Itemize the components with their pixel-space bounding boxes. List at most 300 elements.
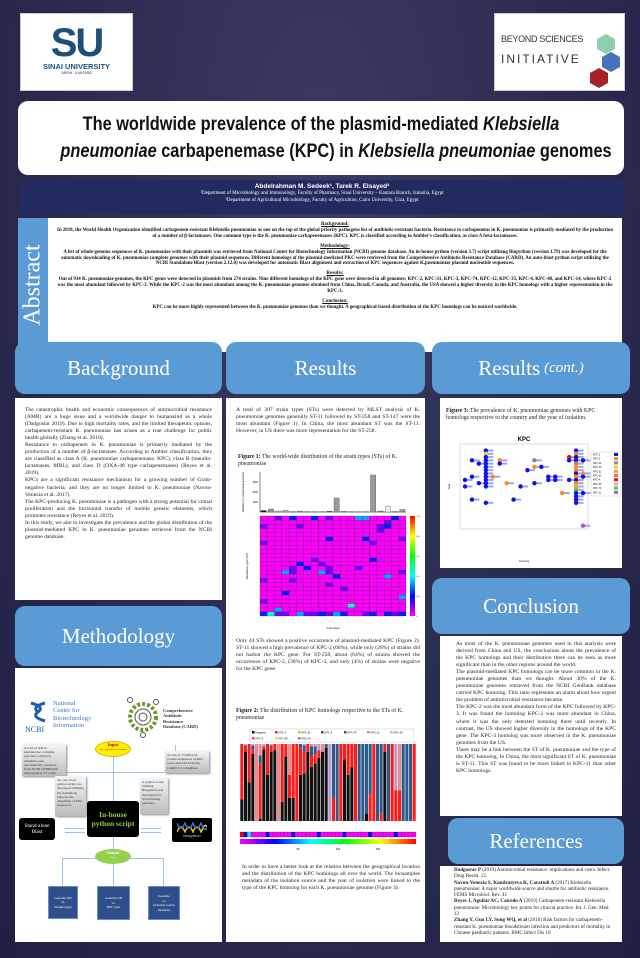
heatmap-cell: [311, 541, 318, 545]
heatmap-cell: [355, 566, 362, 570]
heatmap-cell: [333, 524, 340, 528]
stacked-bar-segment: [365, 813, 368, 821]
heatmap-cell: [326, 599, 333, 603]
heatmap-cell: [318, 537, 325, 541]
heatmap-cell: [267, 541, 274, 545]
heatmap-cell: [318, 570, 325, 574]
point-label-bar: [473, 459, 479, 461]
reference-text: (2019) Carbapenem-resistant Klebsiella pneumoniae: Microbiology key points for clinical practice. Int. J. Gen. Med. 12: [454, 898, 610, 918]
heatmap-cell: [355, 608, 362, 612]
heatmap-cell: [384, 608, 391, 612]
point-label-bar: [585, 459, 591, 461]
scale-cell: [269, 832, 273, 837]
heatmap-cell: [311, 570, 318, 574]
stacked-bar-segment: [314, 754, 317, 763]
stacked-bar-segment: [248, 783, 251, 822]
title-text: The worldwide prevalence of the plasmid-mediated: [82, 114, 484, 135]
stacked-bar-segment: [343, 744, 346, 759]
legend-swatch: [298, 731, 301, 734]
heatmap-cell: [384, 595, 391, 599]
heatmap-cell: [370, 574, 377, 578]
scatter-point: [491, 474, 495, 478]
results-cont-heading: Results: [478, 355, 541, 380]
scale-cell: [332, 832, 336, 837]
stacked-bar-segment: [350, 767, 353, 821]
heatmap-cell: [326, 533, 333, 537]
heatmap-cell: [275, 570, 282, 574]
stacked-bar-segment: [310, 767, 313, 821]
heatmap-cell: [260, 520, 267, 524]
colorbar-tick: 0: [416, 616, 418, 618]
output-kpc-type: [97, 886, 130, 920]
heatmap-cell: [348, 524, 355, 528]
stacked-bar-segment: [306, 752, 309, 821]
heatmap-cell: [362, 599, 369, 603]
heatmap-cell: [340, 599, 347, 603]
heatmap-cell: [370, 599, 377, 603]
legend-swatch: [344, 731, 347, 734]
scale-cell: [258, 832, 262, 837]
note-auto-blast: An auto-blast python script was developed utilizing the standalone blast for the alignment of KPC sequences: [55, 776, 86, 816]
heatmap-cell: [340, 524, 347, 528]
stacked-bar-segment: [251, 746, 254, 751]
stacked-bar-segment: [295, 744, 298, 821]
stacked-bar-segment: [387, 744, 390, 821]
heatmap-cell: [362, 533, 369, 537]
scatter-point: [581, 458, 585, 462]
stacked-bar-segment: [273, 750, 276, 821]
heatmap-cell: [355, 574, 362, 578]
heatmap-cell: [282, 583, 289, 587]
conclusion-paragraph: The KPC-2 was the most abundant form of the KPC followed by KPC-3. It was found the homolog KPC-2 was more abundant in China, where it was the only detected homolog there until recently. In contrast, the US showed higher diversity in the homologs of the KPC gene. The KPC-3 homolog was more observed in the K. pneumoniae genomes from the US.: [456, 704, 616, 746]
x-axis-label: Country: [518, 559, 530, 563]
stacked-bar-segment: [405, 744, 408, 821]
stacked-bar-segment: [303, 744, 306, 746]
legend-swatch: [614, 491, 618, 494]
background-paragraph: The KPC-producing K. pneumoniae is a pathogen with a strong potential for clonal proliferation and the horizontal transfer of mobile genetic elements, which promotes resistance (Reyes et al. 2019).: [25, 498, 212, 519]
point-label-bar: [578, 486, 584, 488]
heatmap-cell: [377, 562, 384, 566]
heatmap-cell: [267, 549, 274, 553]
stacked-bar-segment: [350, 744, 353, 767]
heatmap-cell: [260, 545, 267, 549]
heatmap-cell: [282, 533, 289, 537]
point-label-bar: [487, 463, 493, 465]
heatmap-cell: [348, 549, 355, 553]
stacked-bar-segment: [314, 746, 317, 754]
figure-2-caption: [236, 708, 422, 722]
heatmap-cell: [399, 554, 406, 558]
heatmap-cell: [377, 516, 384, 520]
heatmap-cell: [333, 612, 340, 616]
heatmap-cell: [362, 520, 369, 524]
heatmap-cell: [289, 570, 296, 574]
heatmap-cell: [399, 558, 406, 562]
heatmap-cell: [289, 608, 296, 612]
heatmap-cell: [282, 599, 289, 603]
heatmap-cell: [391, 529, 398, 533]
stacked-bar-segment: [303, 773, 306, 821]
stacked-bar-segment: [339, 744, 342, 821]
heatmap-cell: [289, 612, 296, 616]
heatmap-cell: [267, 562, 274, 566]
stacked-bar-segment: [314, 744, 317, 746]
legend-swatch: [614, 470, 618, 473]
heatmap-cell: [304, 566, 311, 570]
point-label-bar: [467, 479, 473, 481]
stacked-bar-segment: [303, 752, 306, 774]
heatmap-cell: [340, 566, 347, 570]
scale-cell: [412, 832, 416, 837]
stacked-bar-segment: [328, 744, 331, 821]
sinai-university-logo: [20, 13, 133, 91]
stacked-bar-segment: [317, 750, 320, 758]
heatmap-cell: [333, 516, 340, 520]
stacked-bar-segment: [288, 798, 291, 821]
heatmap-cell: [304, 558, 311, 562]
heatmap-cell: [348, 516, 355, 520]
heatmap-cell: [318, 608, 325, 612]
heatmap-cell: [260, 583, 267, 587]
heatmap-cell: [399, 516, 406, 520]
stacked-bar-segment: [365, 744, 368, 813]
stacked-bar-segment: [251, 744, 254, 746]
heatmap-cell: [282, 541, 289, 545]
scale-cell: [339, 832, 343, 837]
heatmap-cell: [384, 562, 391, 566]
figure-3-caption: [446, 408, 618, 422]
heatmap-cell: [377, 566, 384, 570]
heatmap-cell: [275, 516, 282, 520]
heatmap-cell: [282, 608, 289, 612]
scatter-point: [470, 474, 474, 478]
scatter-point: [574, 501, 578, 505]
stacked-bar-segment: [310, 756, 313, 768]
card-logo-icon: [125, 696, 161, 738]
heatmap-cell: [282, 604, 289, 608]
figure-1-chart: [230, 470, 422, 632]
point-label-bar: [515, 499, 521, 501]
heatmap-cell: [311, 562, 318, 566]
heatmap-cell: [318, 591, 325, 595]
bar: [283, 510, 288, 512]
stacked-bar-segment: [262, 746, 265, 749]
reference-item: [454, 917, 616, 936]
heatmap-cell: [362, 583, 369, 587]
heatmap-cell: [304, 549, 311, 553]
heatmap-cell: [355, 516, 362, 520]
point-label-bar: [487, 450, 493, 452]
legend-label: KPC-74: [347, 731, 357, 735]
heatmap-cell: [377, 574, 384, 578]
heatmap-cell: [297, 533, 304, 537]
heatmap-cell: [260, 562, 267, 566]
legend-label: KPC-2: [593, 453, 601, 457]
stacked-bar-segment: [321, 744, 324, 752]
stacked-bar-segment: [394, 744, 397, 790]
stacked-bar-segment: [310, 744, 313, 746]
output-strain-types: [48, 886, 78, 919]
scale-cell: [405, 832, 409, 837]
heatmap-cell: [260, 595, 267, 599]
colorbar-tick: 0.2: [416, 596, 420, 598]
stacked-bar-segment: [310, 746, 313, 755]
heatmap-cell: [311, 608, 318, 612]
heatmap-cell: [384, 604, 391, 608]
heatmap-cell: [297, 558, 304, 562]
legend-swatch: [614, 482, 618, 485]
legend-swatch: [298, 737, 301, 740]
heatmap-cell: [311, 579, 318, 583]
heatmap-cell: [304, 608, 311, 612]
heatmap-cell: [399, 533, 406, 537]
heatmap-cell: [348, 562, 355, 566]
legend-swatch: [614, 478, 618, 481]
heatmap-cell: [289, 591, 296, 595]
heatmap-cell: [355, 579, 362, 583]
scale-cell: [240, 832, 244, 837]
abstract-heading: Abstract: [19, 244, 46, 326]
heatmap-cell: [260, 587, 267, 591]
heatmap-cell: [348, 608, 355, 612]
legend-swatch: [614, 457, 618, 460]
heatmap-cell: [304, 595, 311, 599]
point-label-bar: [543, 466, 549, 468]
heatmap-cell: [260, 554, 267, 558]
heatmap-cell: [304, 587, 311, 591]
note-card-sequences: A total of 73 different protein sequences of KPC were retrieved from the CARD 3.1.4 database: [165, 751, 209, 773]
stacked-bar-segment: [251, 750, 254, 754]
heatmap-cell: [333, 554, 340, 558]
heatmap-cell: [297, 541, 304, 545]
title-text: genomes: [535, 141, 612, 162]
heatmap-cell: [377, 541, 384, 545]
heatmap-cell: [355, 537, 362, 541]
stacked-bar-segment: [240, 799, 243, 821]
conclusion-paragraph: The plasmid-mediated KPC homologs can be more common in the K. pneumoniae genomes than we thought. About 30% of the K. pneumoniae genomes retrieved from the NCBI GenBank database carried KPC homolog. This ratio represents an alarm about how urgent the problem of antimicrobial resistance became.: [456, 669, 616, 704]
heatmap-cell: [318, 545, 325, 549]
heatmap-cell: [370, 579, 377, 583]
heatmap-cell: [304, 554, 311, 558]
heatmap-cell: [391, 524, 398, 528]
scale-cell: [409, 832, 413, 837]
point-label-bar: [578, 466, 584, 468]
heatmap-cell: [384, 545, 391, 549]
heatmap-cell: [391, 579, 398, 583]
heatmap-cell: [384, 524, 391, 528]
heatmap-cell: [333, 579, 340, 583]
heatmap-cell: [289, 541, 296, 545]
heatmap-cell: [326, 608, 333, 612]
heatmap-cell: [348, 529, 355, 533]
heatmap-cell: [311, 599, 318, 603]
inhouse-python-box: [87, 801, 139, 837]
heatmap-cell: [282, 574, 289, 578]
scatter-point: [581, 524, 585, 528]
stacked-bar-segment: [262, 744, 265, 746]
heatmap-cell: [391, 558, 398, 562]
heatmap-cell: [384, 574, 391, 578]
heatmap-cell: [267, 554, 274, 558]
heatmap-cell: [297, 520, 304, 524]
reference-authors: Navon-Venezia S, Kondratyeva K, Carattoli A: [454, 879, 555, 886]
heatmap-cell: [267, 558, 274, 562]
heatmap-cell: [267, 529, 274, 533]
ncbi-line: National: [53, 700, 76, 707]
legend-swatch: [275, 731, 278, 734]
heatmap-cell: [370, 554, 377, 558]
heatmap-cell: [311, 604, 318, 608]
heatmap-cell: [326, 537, 333, 541]
scatter-point: [484, 484, 488, 488]
stacked-bar-segment: [259, 763, 262, 818]
heatmap-cell: [282, 587, 289, 591]
scale-cell: [324, 832, 328, 837]
heatmap-cell: [318, 541, 325, 545]
output-line: vs.: [111, 900, 116, 905]
heatmap-cell: [391, 599, 398, 603]
heatmap-cell: [260, 549, 267, 553]
stacked-bar-segment: [380, 813, 383, 821]
methodology-diagram: [15, 668, 222, 942]
methodology-heading: Methodology: [61, 623, 176, 648]
heatmap-cell: [340, 558, 347, 562]
stacked-bar-segment: [317, 744, 320, 750]
ncbi-line: Center for: [53, 707, 80, 715]
scatter-point: [498, 461, 502, 465]
heatmap-cell: [362, 587, 369, 591]
heatmap-cell: [311, 574, 318, 578]
heatmap-cell: [318, 579, 325, 583]
heatmap-cell: [362, 612, 369, 616]
heatmap-cell: [348, 533, 355, 537]
stacked-bar-segment: [306, 744, 309, 752]
output-line: Genome: [158, 894, 170, 898]
heatmap-cell: [333, 537, 340, 541]
methodology-header: [15, 606, 222, 666]
heatmap-cell: [318, 574, 325, 578]
heatmap-cell: [260, 608, 267, 612]
heatmap-cell: [304, 562, 311, 566]
heatmap-cell: [275, 574, 282, 578]
title-italic: pneumoniae: [60, 141, 157, 162]
stacked-bar-segment: [325, 744, 328, 748]
bar: [334, 498, 339, 512]
chart-title: KPC: [517, 437, 531, 443]
heatmap-cell: [377, 529, 384, 533]
author-names: Abdelrahman M. Sedeek¹, Tarek R. Elsayed²: [254, 183, 390, 190]
scatter-point: [470, 497, 474, 501]
heatmap-cell: [297, 529, 304, 533]
heatmap-cell: [304, 541, 311, 545]
reference-authors: Zhang Y, Guo LY, Song WQ, et al: [454, 917, 528, 924]
output-line: Strains types: [54, 904, 72, 909]
output-line: vs.: [162, 898, 166, 903]
heatmap-cell: [370, 583, 377, 587]
heatmap-cell: [370, 516, 377, 520]
scale-cell: [372, 832, 376, 837]
legend-label: KPC-14: [301, 737, 311, 741]
heatmap-cell: [282, 529, 289, 533]
heatmap-cell: [275, 566, 282, 570]
stacked-bar-segment: [383, 752, 386, 821]
heatmap-cell: [267, 516, 274, 520]
heatmap-cell: [333, 549, 340, 553]
heatmap-cell: [275, 579, 282, 583]
heatmap-cell: [289, 516, 296, 520]
heatmap-cell: [304, 574, 311, 578]
heatmap-cell: [318, 595, 325, 599]
colorbar-tick: 0.6: [416, 556, 420, 558]
heatmap-cell: [267, 591, 274, 595]
scatter-point: [484, 501, 488, 505]
references-panel: [440, 866, 622, 942]
heatmap-cell: [289, 533, 296, 537]
heatmap-cell: [370, 604, 377, 608]
heatmap-cell: [297, 612, 304, 616]
heatmap-cell: [326, 516, 333, 520]
heatmap-cell: [318, 604, 325, 608]
heatmap-cell: [340, 549, 347, 553]
poster-title: [18, 101, 624, 175]
caption-text: The world-wide distribution of the strain types (STs) of K. pneumoniae: [238, 454, 398, 467]
scatter-point: [560, 491, 564, 495]
heatmap-cell: [370, 545, 377, 549]
heatmap-cell: [399, 524, 406, 528]
heatmap-cell: [370, 520, 377, 524]
heatmap-cell: [384, 566, 391, 570]
heatmap-cell: [333, 583, 340, 587]
background-paragraph: In this study, we aim to investigate the prevalence and the global distribution of the plasmid-mediated KPC in K. pneumoniae genomes retrieved from the NCBI genome database.: [25, 519, 212, 540]
heatmap-cell: [318, 599, 325, 603]
heatmap-cell: [348, 570, 355, 574]
scatter-point: [532, 465, 536, 469]
heatmap-cell: [355, 529, 362, 533]
heatmap-cell: [377, 554, 384, 558]
heatmap-cell: [289, 574, 296, 578]
abstract-results: Out of 934 K. pneumoniae genomes, the KPC genes were detected in plasmids from 274 strains. Nine different homologs of the KPC gene were detected in all genomes; KPC-2, KPC-31, KPC-3, KPC-74, KPC-12, KPC-33, KPC-4, KPC-40, and KPC-14, where KPC-2 was the most abundant followed by KPC-3. While the KPC-2 was the most abundant among the K. pneumoniae genomes obtained from China, Brazil, Canada, and Australia, the USA showed a higher diversity in the KPC homologs with a higher representation in the KPC-3.: [57, 277, 613, 295]
point-label-bar: [578, 482, 584, 484]
heatmap-cell: [399, 587, 406, 591]
beyond-sciences-logo: [494, 13, 625, 91]
legend-swatch: [390, 731, 393, 734]
abstract-methodology-heading: Methodology:: [320, 243, 350, 249]
figure-label: Figure 1:: [238, 454, 261, 460]
stacked-bar-segment: [240, 744, 243, 799]
scatter-point: [539, 465, 543, 469]
heatmap-cell: [355, 549, 362, 553]
reference-item: [454, 867, 616, 880]
heatmap-cell: [384, 554, 391, 558]
title-italic: Klebsiella: [483, 114, 560, 135]
background-paragraph: KPCs are a significant resistance mechanism for a growing number of Gram-negative bacteria, and they are no longer limited to K. pneumoniae (Navon-Venezia et al. 2017).: [25, 477, 212, 498]
point-label-bar: [487, 502, 493, 504]
heatmap-cell: [318, 516, 325, 520]
heatmap-cell: [326, 558, 333, 562]
heatmap-cell: [384, 591, 391, 595]
heatmap-cell: [377, 524, 384, 528]
point-label-bar: [585, 476, 591, 478]
heatmap-cell: [370, 570, 377, 574]
scale-cell: [383, 832, 387, 837]
scale-cell: [346, 832, 350, 837]
stacked-bar-segment: [244, 744, 247, 746]
heatmap-cell: [348, 599, 355, 603]
stacked-bar-segment: [299, 744, 302, 748]
heatmap-cell: [275, 599, 282, 603]
heatmap-cell: [333, 608, 340, 612]
point-label-bar: [585, 492, 591, 494]
